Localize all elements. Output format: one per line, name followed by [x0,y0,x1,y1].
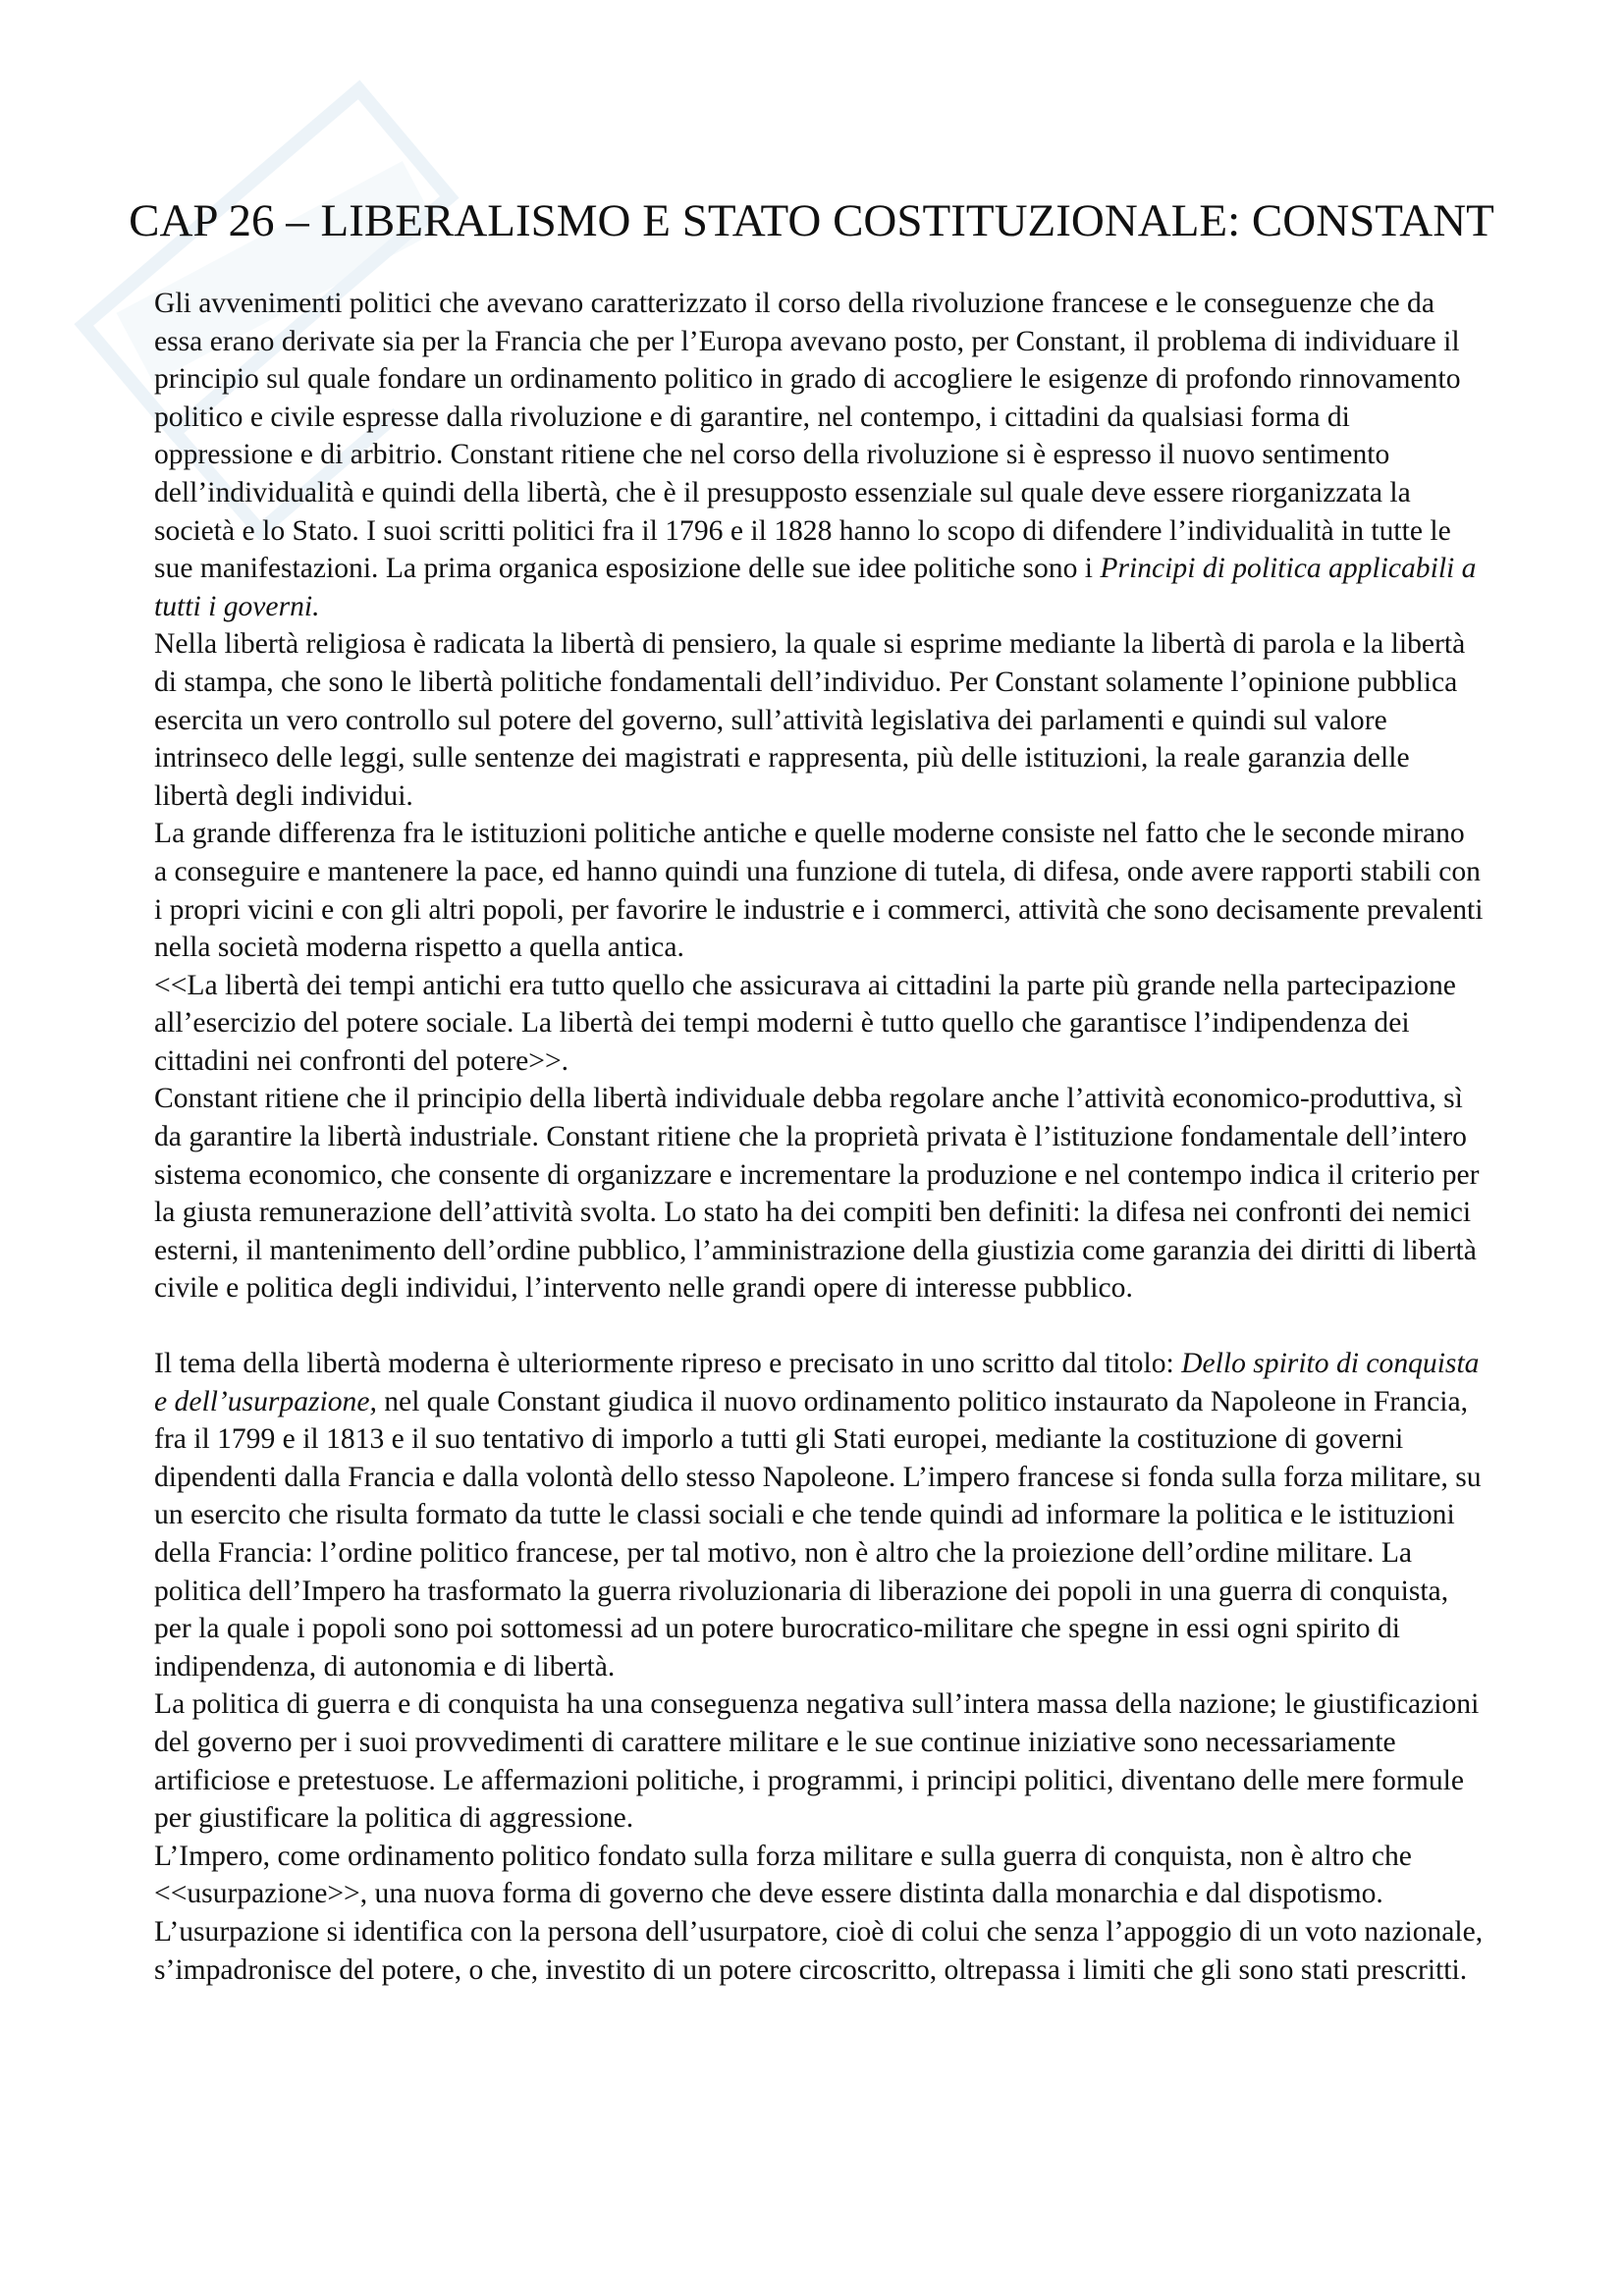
paragraph-8: L’Impero, come ordinamento politico fondato sulla forza militare e sulla guerra di conquista, non è altro che <<usurpazione>>, una nuova forma di governo che deve essere distinta dalla monarchia e dal dispotismo. L’usurpazione si identifica con la persona dell’usurpatore, cioè di colui che senza l’appoggio di un voto nazionale, s’impadronisce del potere, o che, investito di un potere circoscritto, oltrepassa i limiti che gli sono stati prescritti. [154,1840,1484,1986]
page-title: CAP 26 – LIBERALISMO E STATO COSTITUZIONALE: CONSTANT [129,195,1494,246]
paragraph-3: La grande differenza fra le istituzioni politiche antiche e quelle moderne consiste nel fatto che le seconde mirano a conseguire e mantenere la pace, ed hanno quindi una funzione di tutela, di difesa, onde avere rapporti stabili con i propri vicini e con gli altri popoli, per favorire le industrie e i commerci, attività che sono decisamente prevalenti nella società moderna rispetto a quella antica. [154,818,1484,964]
paragraph-6: Il tema della libertà moderna è ulteriormente ripreso e precisato in uno scritto dal titolo: Dello spirito di conquista e dell’usurpazione, nel quale Constant giudica il nuovo ordinamento politico instaurato da Napoleone in Francia, fra il 1799 e il 1813 e il suo tentativo di imporlo a tutti gli Stati europei, mediante la costituzione di governi dipendenti dalla Francia e dalla volontà dello stesso Napoleone. L’impero francese si fonda sulla forza militare, su un esercito che risulta formato da tutte le classi sociali e che tende quindi ad informare la politica e le istituzioni della Francia: l’ordine politico francese, per tal motivo, non è altro che la proiezione dell’ordine militare. La politica dell’Impero ha trasformato la guerra rivoluzionaria di liberazione dei popoli in una guerra di conquista, per la quale i popoli sono poi sottomessi ad un potere burocratico-militare che spegne in essi ogni spirito di indipendenza, di autonomia e di libertà. [154,1348,1482,1682]
paragraph-4-quote: <<La libertà dei tempi antichi era tutto quello che assicurava ai cittadini la parte più grande nella partecipazione all’esercizio del potere sociale. La libertà dei tempi moderni è tutto quello che garantisce l’indipendenza dei cittadini nei confronti del potere>>. [154,969,1456,1077]
book-title-principi: Principi di politica applicabili a tutti i governi. [154,553,1477,622]
document-body [154,285,1485,1989]
paragraph-2: Nella libertà religiosa è radicata la libertà di pensiero, la quale si esprime mediante la libertà di parola e la libertà di stampa, che sono le libertà politiche fondamentali dell’individuo. Per Constant solamente l’opinione pubblica esercita un vero controllo sul potere del governo, sull’attività legislativa dei parlamenti e quindi sul valore intrinseco delle leggi, sulle sentenze dei magistrati e rappresenta, più delle istituzioni, la reale garanzia delle libertà degli individui. [154,628,1466,812]
book-title-dello-spirito: Dello spirito di conquista e dell’usurpazione, [154,1348,1480,1417]
paragraph-7: La politica di guerra e di conquista ha una conseguenza negativa sull’intera massa della nazione; le giustificazioni del governo per i suoi provvedimenti di carattere militare e le sue continue iniziative sono necessariamente artificiose e pretestuose. Le affermazioni politiche, i programmi, i principi politici, diventano delle mere formule per giustificare la politica di aggressione. [154,1688,1480,1835]
paragraph-1: Gli avvenimenti politici che avevano caratterizzato il corso della rivoluzione francese e le conseguenze che da essa erano derivate sia per la Francia che per l’Europa avevano posto, per Constant, il problema di individuare il principio sul quale fondare un ordinamento politico in grado di accogliere le esigenze di profondo rinnovamento politico e civile espresse dalla rivoluzione e di garantire, nel contempo, i cittadini da qualsiasi forma di oppressione e di arbitrio. Constant ritiene che nel corso della rivoluzione si è espresso il nuovo sentimento dell’individualità e quindi della libertà, che è il presupposto essenziale sul quale deve essere riorganizzata la società e lo Stato. I suoi scritti politici fra il 1796 e il 1828 hanno lo scopo di difendere l’individualità in tutte le sue manifestazioni. La prima organica esposizione delle sue idee politiche sono i Principi di politica applicabili a tutti i governi. [154,288,1477,622]
paragraph-5: Constant ritiene che il principio della libertà individuale debba regolare anche l’attività economico-produttiva, sì da garantire la libertà industriale. Constant ritiene che la proprietà privata è l’istituzione fondamentale dell’intero sistema economico, che consente di organizzare e incrementare la produzione e nel contempo indica il criterio per la giusta remunerazione dell’attività svolta. Lo stato ha dei compiti ben definiti: la difesa nei confronti dei nemici esterni, il mantenimento dell’ordine pubblico, l’amministrazione della giustizia come garanzia dei diritti di libertà civile e politica degli individui, l’intervento nelle grandi opere di interesse pubblico. [154,1083,1480,1305]
